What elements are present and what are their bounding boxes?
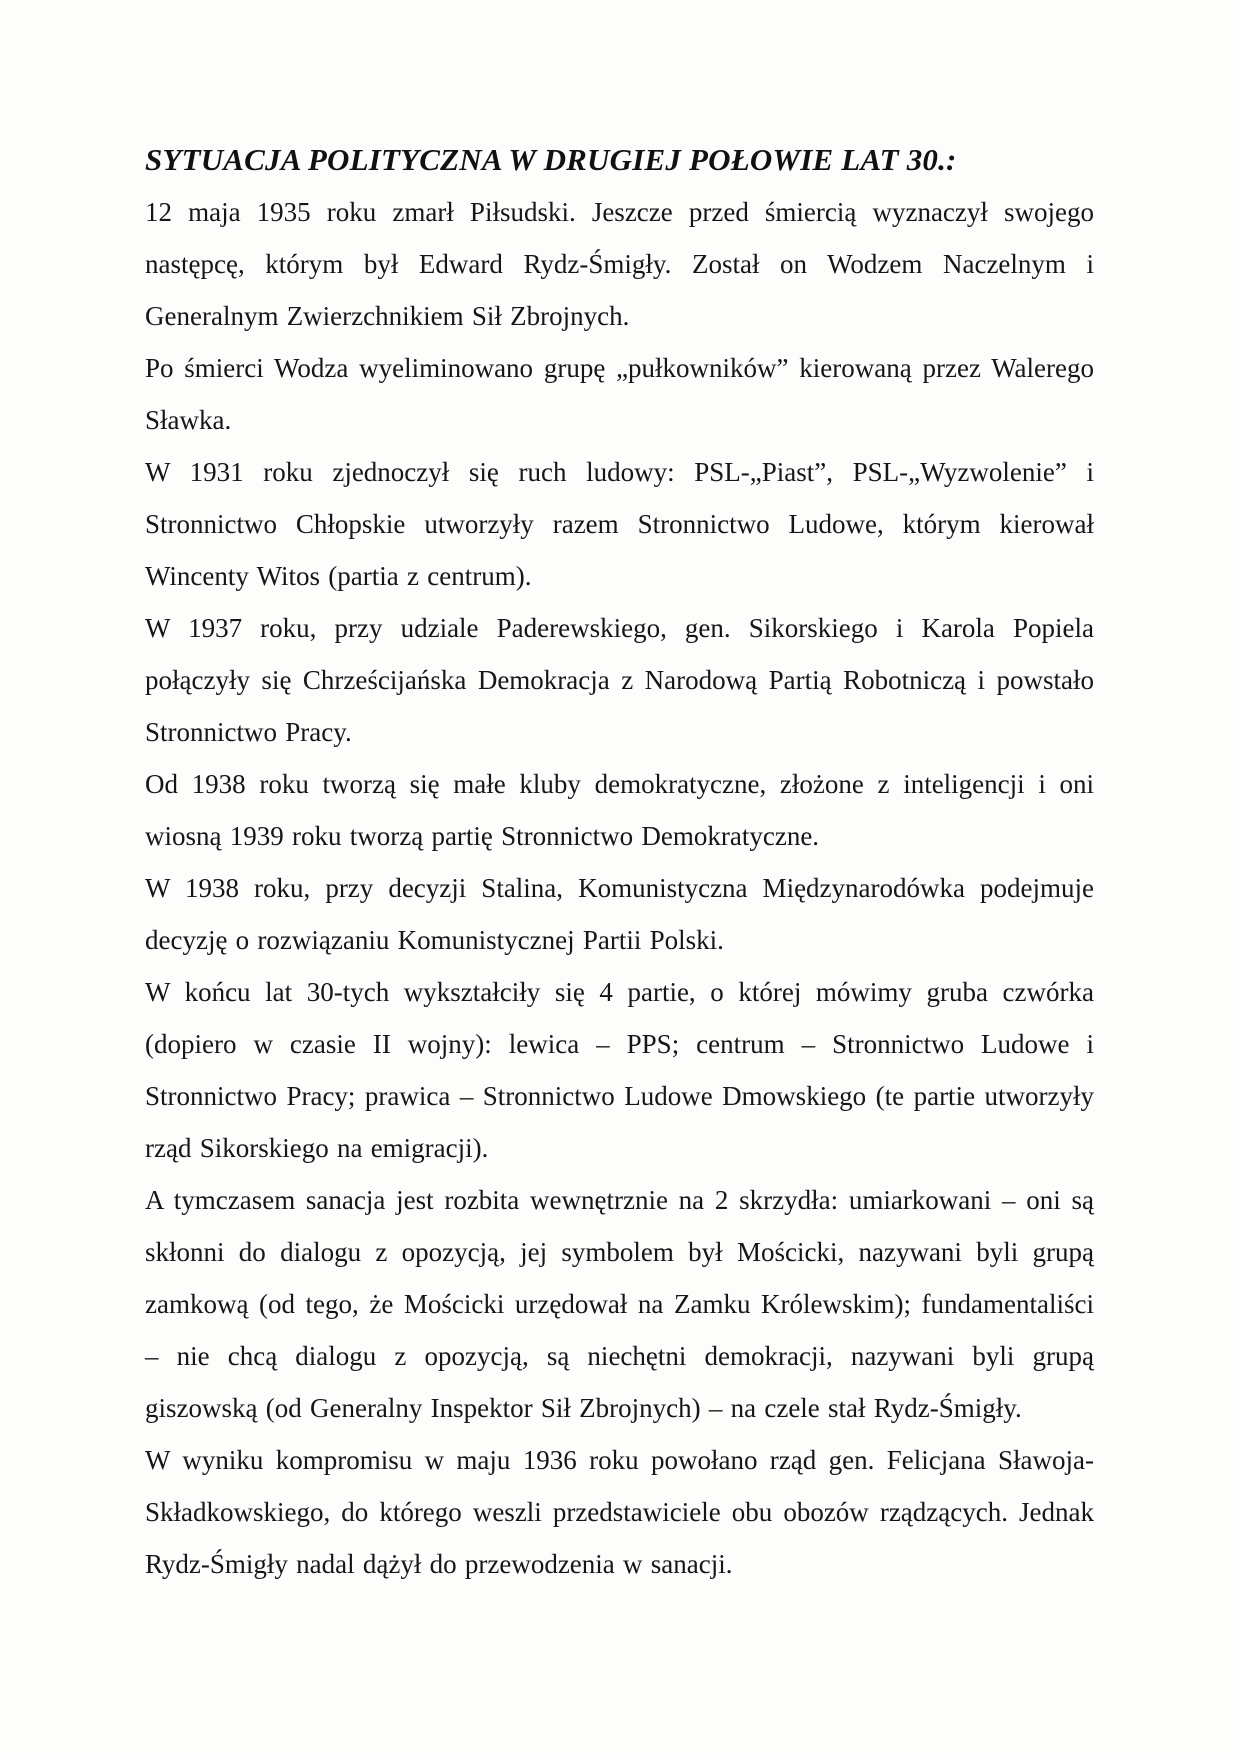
document-body (145, 186, 1094, 1590)
document-title: SYTUACJA POLITYCZNA W DRUGIEJ POŁOWIE LAT 30.: (145, 142, 957, 177)
paragraph-colonels-group: Po śmierci Wodza wyeliminowano grupę „pułkowników” kierowaną przez Walerego Sławka. (145, 353, 1094, 435)
paragraph-1936-government: W wyniku kompromisu w maju 1936 roku powołano rząd gen. Felicjana Sławoja-Składkowskiego, do którego weszli przedstawiciele obu obozów rządzących. Jednak Rydz-Śmigły nadal dążył do przewodzenia w sanacji. (145, 1445, 1094, 1579)
paragraph-sanacja-split: A tymczasem sanacja jest rozbita wewnętrznie na 2 skrzydła: umiarkowani – oni są skłonni do dialogu z opozycją, jej symbolem był Mościcki, nazywani byli grupą zamkową (od tego, że Mościcki urzędował na Zamku Królewskim); fundamentaliści – nie chcą dialogu z opozycją, są niechętni demokracji, nazywani byli grupą giszowską (od Generalny Inspektor Sił Zbrojnych) – na czele stał Rydz-Śmigły. (145, 1185, 1094, 1423)
paragraph-pilsudski-death: 12 maja 1935 roku zmarł Piłsudski. Jeszcze przed śmiercią wyznaczył swojego następcę, którym był Edward Rydz-Śmigły. Został on Wodzem Naczelnym i Generalnym Zwierzchnikiem Sił Zbrojnych. (145, 197, 1094, 331)
paragraph-comintern-1938: W 1938 roku, przy decyzji Stalina, Komunistyczna Międzynarodówka podejmuje decyzję o rozwiązaniu Komunistycznej Partii Polski. (145, 873, 1094, 955)
paragraph-democratic-clubs-1938: Od 1938 roku tworzą się małe kluby demokratyczne, złożone z inteligencji i oni wiosną 1939 roku tworzą partię Stronnictwo Demokratyczne. (145, 769, 1094, 851)
paragraph-big-four-parties: W końcu lat 30-tych wykształciły się 4 partie, o której mówimy gruba czwórka (dopiero w czasie II wojny): lewica – PPS; centrum – Stronnictwo Ludowe i Stronnictwo Pracy; prawica – Stronnictwo Ludowe Dmowskiego (te partie utworzyły rząd Sikorskiego na emigracji). (145, 977, 1094, 1163)
paragraph-peasant-movement-1931: W 1931 roku zjednoczył się ruch ludowy: PSL-„Piast”, PSL-„Wyzwolenie” i Stronnictwo Chłopskie utworzyły razem Stronnictwo Ludowe, którym kierował Wincenty Witos (partia z centrum). (145, 457, 1094, 591)
paragraph-labor-party-1937: W 1937 roku, przy udziale Paderewskiego, gen. Sikorskiego i Karola Popiela połączyły się Chrześcijańska Demokracja z Narodową Partią Robotniczą i powstało Stronnictwo Pracy. (145, 613, 1094, 747)
